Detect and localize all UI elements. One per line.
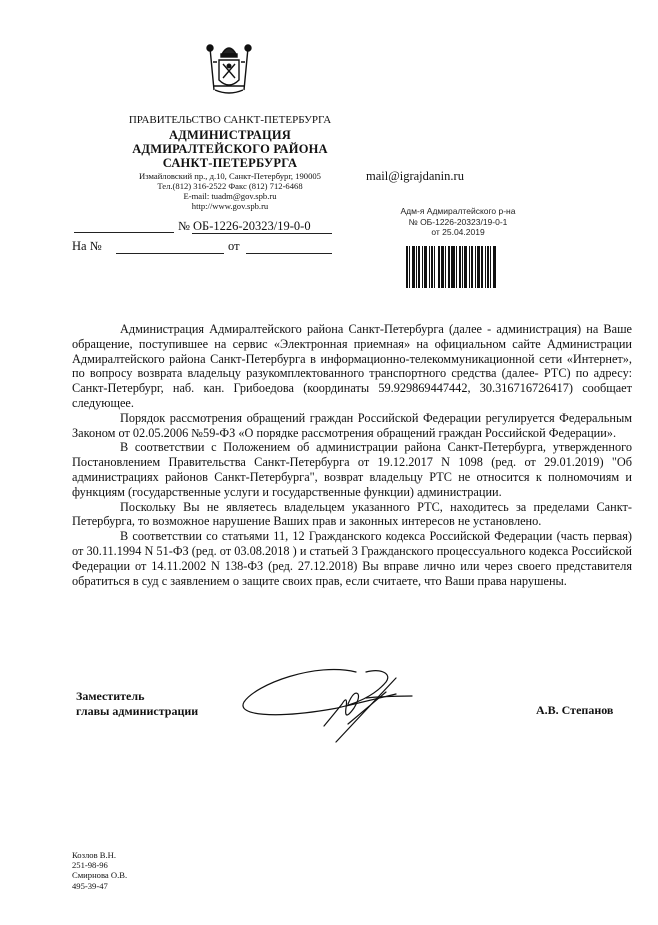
office-phone-fax: Тел.(812) 316-2522 Факс (812) 712-6468: [157, 181, 303, 191]
signatory-name: А.В. Степанов: [536, 703, 614, 717]
body-paragraph-3: В соответствии с Положением об администрации района Санкт-Петербурга, утвержденного Постановлением Правительства Санкт-Петербурга от 19.12.2017 N 1098 (ред. от 29.01.2019) "Об администрациях районов Санкт-Петербурга", возврат владельцу РТС не относится к полномочиям и функциям (государственные услуги и государственные функции) администрации.: [72, 440, 632, 499]
coat-of-arms-icon: [205, 40, 253, 112]
government-name: ПРАВИТЕЛЬСТВО САНКТ-ПЕТЕРБУРГА: [128, 114, 332, 126]
reply-number-blank: [116, 253, 224, 254]
administration-title-line1: АДМИНИСТРАЦИЯ: [168, 128, 292, 142]
outgoing-number: ОБ-1226-20323/19-0-0: [193, 219, 311, 233]
body-paragraph-5: В соответствии со статьями 11, 12 Гражданского кодекса Российской Федерации (часть первая) от 30.11.1994 N 51-ФЗ (ред. от 03.08.2018 ) и статьей 3 Гражданского процессуального кодекса Российской Федерации от 14.11.2002 N 138-ФЗ (ред. 27.12.2018) Вы вправе лично или через своего представителя обратиться в суд с заявлением о защите своих прав, если считаете, что Ваши права нарушены.: [72, 529, 632, 588]
position-line-1: Заместитель: [76, 689, 145, 703]
executor-1-name: Козлов В.Н.: [72, 850, 117, 860]
number-label: №: [178, 219, 190, 233]
reply-to-label: На №: [72, 239, 102, 253]
office-address: Измайловский пр., д.10, Санкт-Петербург, 190005: [139, 171, 321, 181]
reply-date-blank: [246, 253, 332, 254]
stamp-date: от 25.04.2019: [431, 227, 485, 237]
office-website: http://www.gov.spb.ru: [191, 201, 269, 211]
stamp-number: № ОБ-1226-20323/19-0-1: [408, 216, 508, 227]
from-label: от: [228, 239, 240, 253]
registration-stamp: [398, 206, 518, 238]
executor-2-name: Смирнова О.В.: [72, 870, 128, 881]
letter-body: [72, 322, 632, 588]
administration-title-line2: АДМИРАЛТЕЙСКОГО РАЙОНА: [132, 142, 328, 156]
executors-block: [72, 850, 127, 891]
administration-title-line3: САНКТ-ПЕТЕРБУРГА: [162, 156, 298, 170]
executor-1-phone: 251-98-96: [72, 860, 108, 871]
stamp-office: Адм-я Адмиралтейского р-на: [400, 206, 516, 216]
body-paragraph-2: Порядок рассмотрения обращений граждан Российской Федерации регулируется Федеральным Законом от 02.05.2006 №59-ФЗ «О порядке рассмотрения обращений граждан Российской Федерации».: [72, 410, 632, 440]
body-paragraph-4: Поскольку Вы не являетесь владельцем указанного РТС, находитесь за пределами Санкт-Петербурга, то возможное нарушение Ваших прав и законных интересов не установлено.: [72, 499, 632, 529]
executor-2-phone: 495-39-47: [72, 880, 108, 891]
signatory-position: [76, 689, 198, 719]
office-email: E-mail: tuadm@gov.spb.ru: [183, 191, 277, 201]
date-blank-line: [74, 232, 174, 233]
handwritten-signature-icon: [236, 664, 446, 744]
addressee-email: mail@igrajdanin.ru: [366, 169, 464, 183]
body-paragraph-1: Администрация Адмиралтейского района Санкт-Петербурга (далее - администрация) на Ваше обращение, поступившее на сервис «Электронная приемная» на официальном сайте Администрации Адмиралтейского района Санкт-Петербурга в информационно-телекоммуникационной сети «Интернет», по вопросу возврата владельцу разукомплектованного транспортного средства (далее- РТС) по адресу: Санкт-Петербург, наб. кан. Грибоедова (координаты 59.929869447442, 30.316716726417) сообщает следующее.: [72, 322, 632, 410]
position-line-2: главы администрации: [76, 704, 199, 718]
barcode-icon: [406, 246, 506, 288]
number-underline: [192, 233, 332, 234]
